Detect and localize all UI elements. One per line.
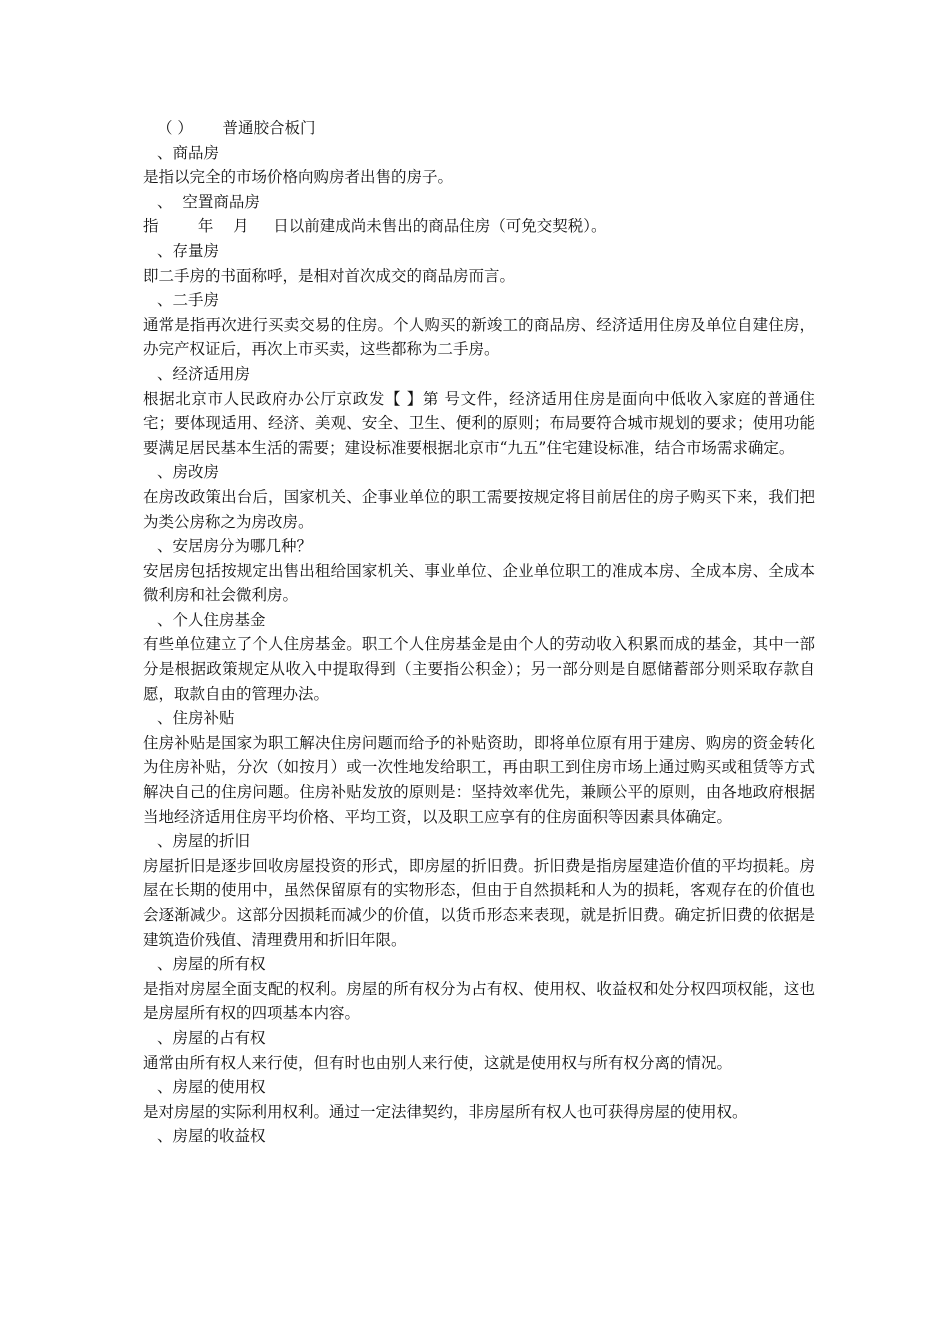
document-body <box>143 116 815 1149</box>
heading-housing-fund: 、个人住房基金 <box>157 610 266 629</box>
heading-existing-housing: 、存量房 <box>157 241 220 260</box>
heading-housing-subsidy: 、住房补贴 <box>157 709 235 728</box>
paragraph-reform-housing: 在房改政策出台后，国家机关、企事业单位的职工需要按规定将目前居住的房子购买下来，我们把为类公房称之为房改房。 <box>143 487 815 531</box>
paragraph-housing-subsidy: 住房补贴是国家为职工解决住房问题而给予的补贴资助，即将单位原有用于建房、购房的资金转化为住房补贴，分次（如按月）或一次性地发给职工，再由职工到住房市场上通过购买或租赁等方式解决自己的住房问题。住房补贴发放的原则是：坚持效率优先，兼顾公平的原则，由各地政府根据当地经济适用住房平均价格、平均工资，以及职工应享有的住房面积等因素具体确定。 <box>143 733 815 826</box>
heading-door-type: （ ） 普通胶合板门 <box>157 119 316 137</box>
heading-possession-right: 、房屋的占有权 <box>157 1028 266 1047</box>
paragraph-vacant-housing: 指 年 月 日以前建成尚未售出的商品住房（可免交契税）。 <box>143 217 607 236</box>
heading-comfort-housing: 、安居房分为哪几种？ <box>157 537 313 556</box>
paragraph-depreciation: 房屋折旧是逐步回收房屋投资的形式，即房屋的折旧费。折旧费是指房屋建造价值的平均损耗。房屋在长期的使用中，虽然保留原有的实物形态，但由于自然损耗和人为的损耗，客观存在的价值也会逐渐减少。这部分因损耗而减少的价值，以货币形态来表现，就是折旧费。确定折旧费的依据是建筑造价残值、清理费用和折旧年限。 <box>143 856 815 949</box>
heading-use-right: 、房屋的使用权 <box>157 1078 266 1097</box>
heading-ownership: 、房屋的所有权 <box>157 955 266 974</box>
heading-reform-housing: 、房改房 <box>157 463 220 482</box>
heading-vacant-housing: 、 空置商品房 <box>157 192 260 211</box>
paragraph-housing-fund: 有些单位建立了个人住房基金。职工个人住房基金是由个人的劳动收入积累而成的基金，其中一部分是根据政策规定从收入中提取得到（主要指公积金）；另一部分则是自愿储蓄部分则采取存款自愿，取款自由的管理办法。 <box>143 635 815 703</box>
heading-affordable-housing: 、经济适用房 <box>157 364 251 383</box>
paragraph-ownership: 是指对房屋全面支配的权利。房屋的所有权分为占有权、使用权、收益权和处分权四项权能，这也是房屋所有权的四项基本内容。 <box>143 979 815 1023</box>
heading-income-right: 、房屋的收益权 <box>157 1127 266 1146</box>
paragraph-comfort-housing: 安居房包括按规定出售出租给国家机关、事业单位、企业单位职工的准成本房、全成本房、全成本微利房和社会微利房。 <box>143 561 815 605</box>
paragraph-use-right: 是对房屋的实际利用权利。通过一定法律契约，非房屋所有权人也可获得房屋的使用权。 <box>143 1102 748 1121</box>
heading-second-hand: 、二手房 <box>157 291 220 310</box>
paragraph-possession-right: 通常由所有权人来行使，但有时也由别人来行使，这就是使用权与所有权分离的情况。 <box>143 1053 733 1072</box>
paragraph-existing-housing: 即二手房的书面称呼，是相对首次成交的商品房而言。 <box>143 266 516 285</box>
heading-depreciation: 、房屋的折旧 <box>157 832 251 851</box>
paragraph-affordable-housing: 根据北京市人民政府办公厅京政发【 】第 号文件，经济适用住房是面向中低收入家庭的普通住宅；要体现适用、经济、美观、安全、卫生、便利的原则；布局要符合城市规划的要求；使用功能要满足居民基本生活的需要；建设标准要根据北京市“九五”住宅建设标准，结合市场需求确定。 <box>143 389 815 457</box>
paragraph-commercial-housing: 是指以完全的市场价格向购房者出售的房子。 <box>143 168 454 187</box>
heading-commercial-housing: 、商品房 <box>157 143 220 162</box>
paragraph-second-hand: 通常是指再次进行买卖交易的住房。个人购买的新竣工的商品房、经济适用住房及单位自建住房，办完产权证后，再次上市买卖，这些都称为二手房。 <box>143 315 815 359</box>
